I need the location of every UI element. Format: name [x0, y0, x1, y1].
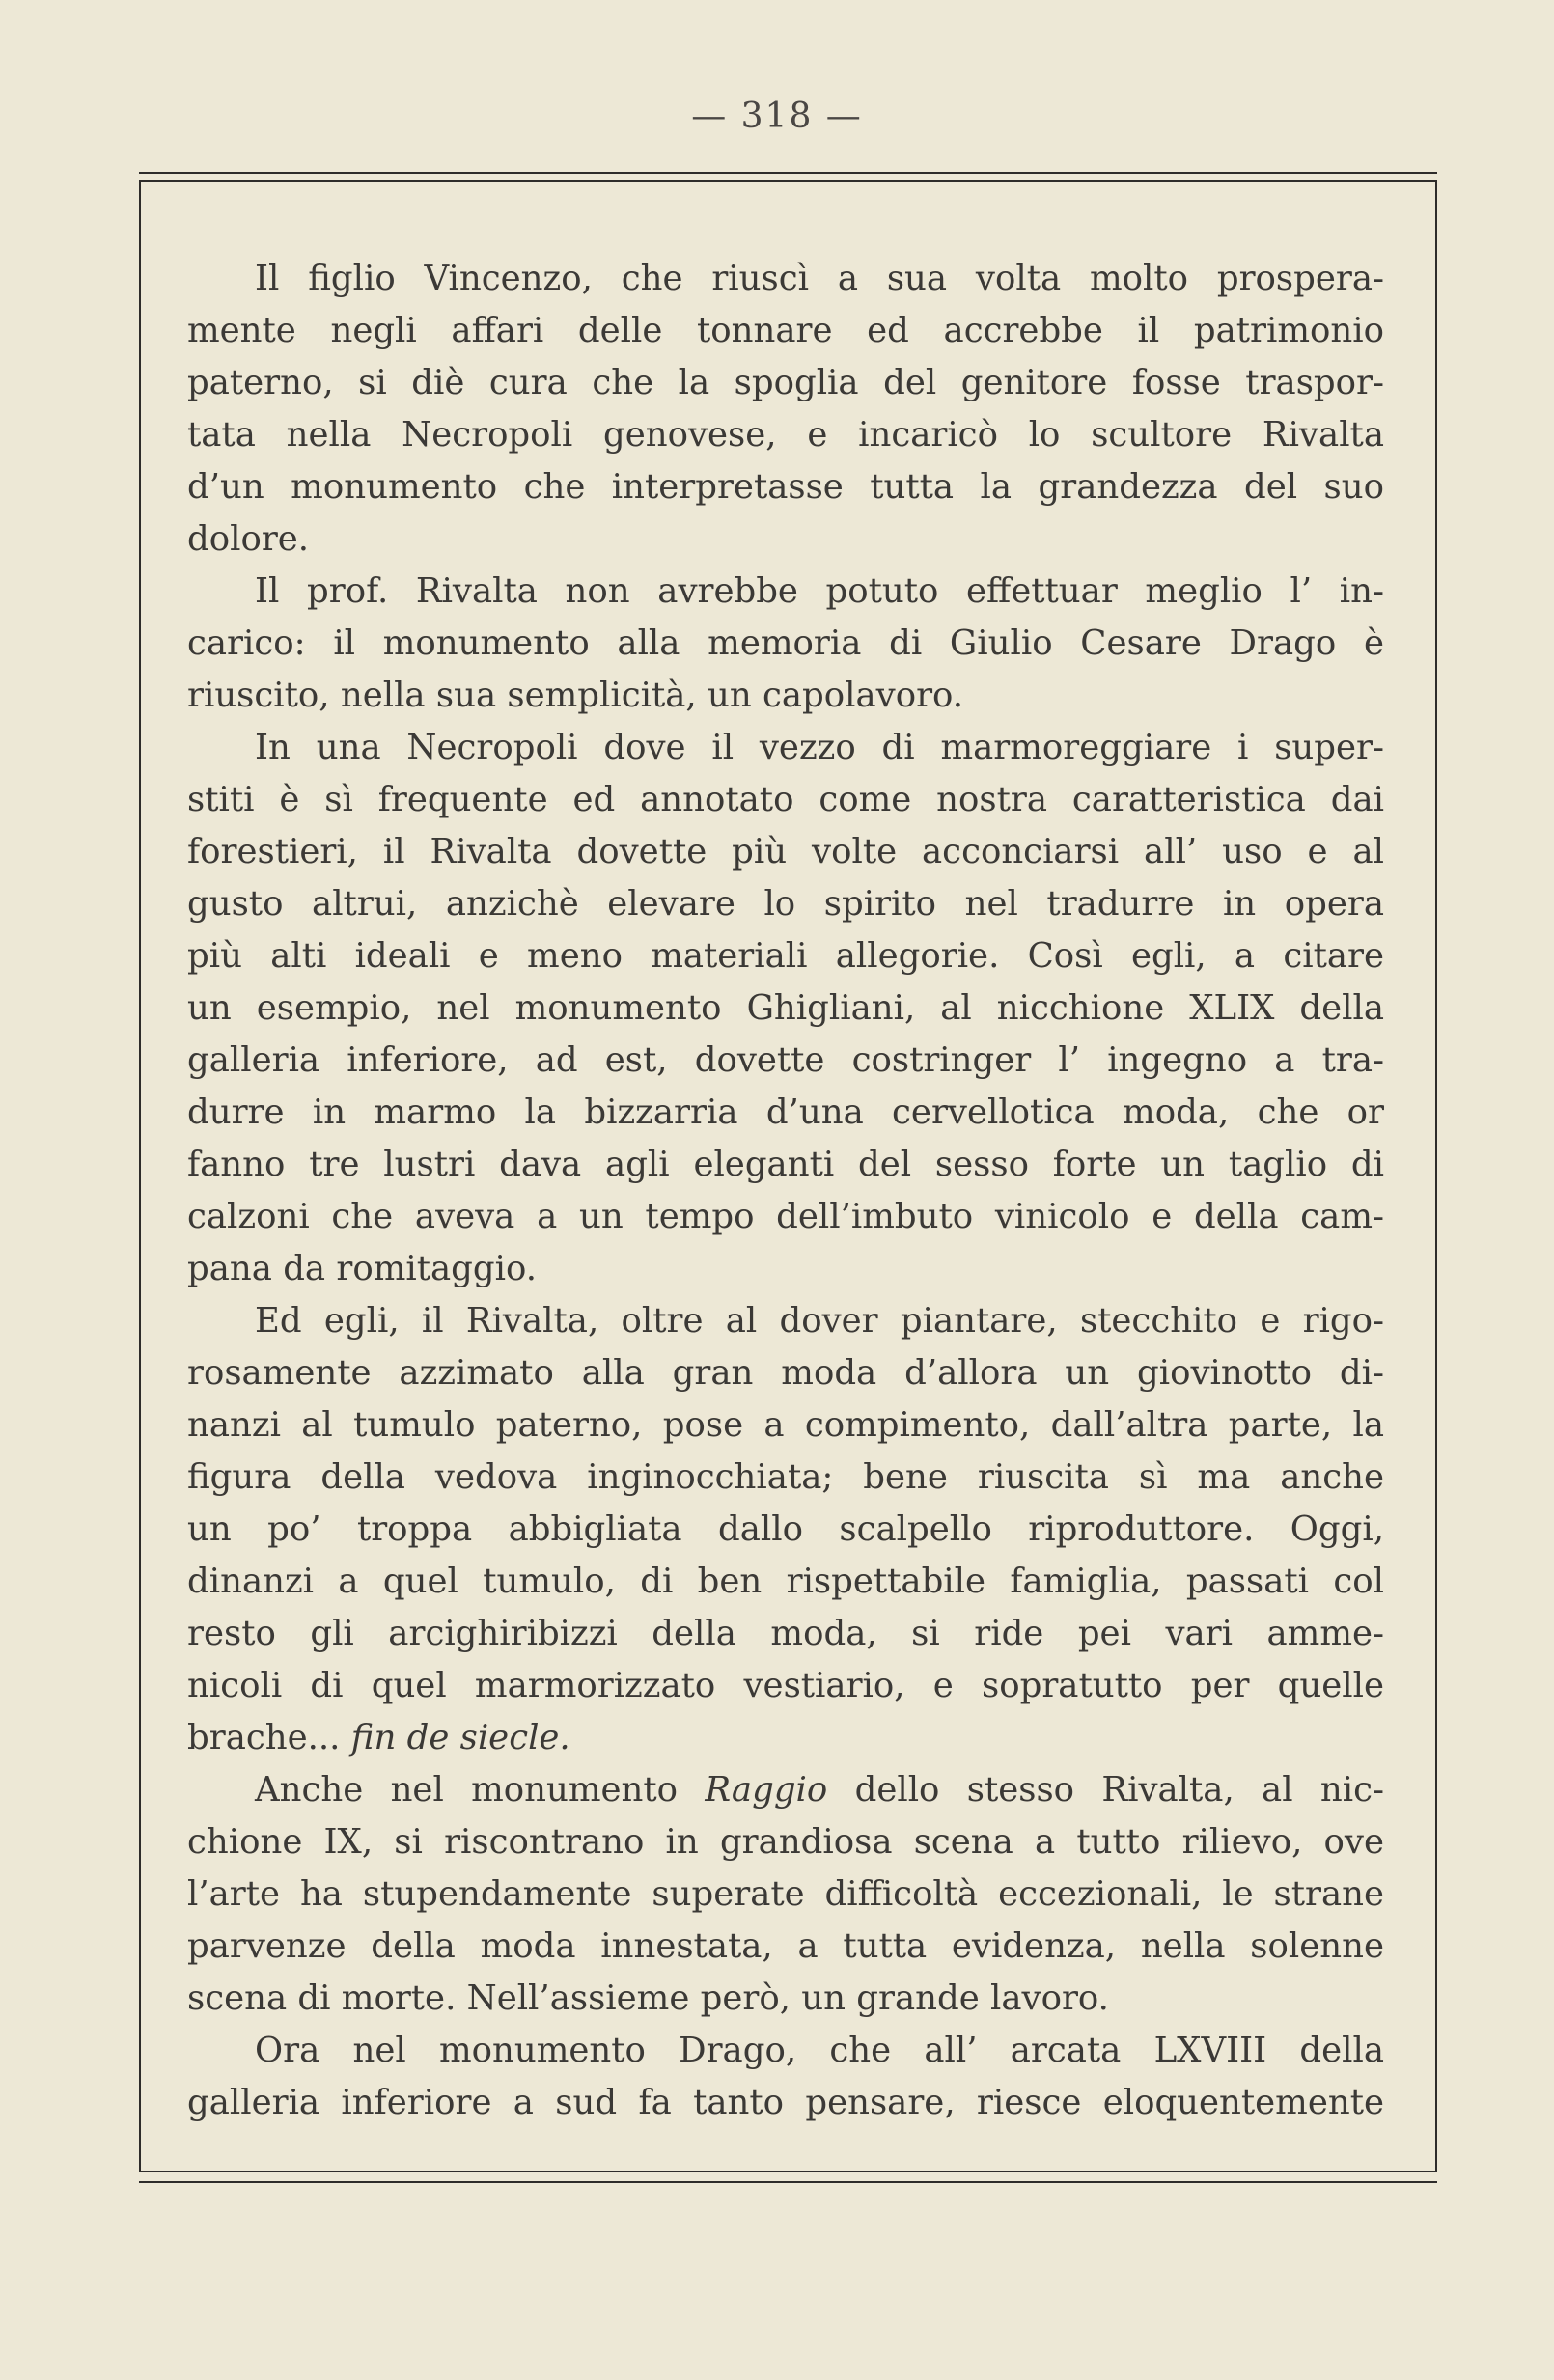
text-line [187, 461, 1384, 513]
text-line [187, 670, 1384, 722]
text-line-content: riuscito, nella sua semplicità, un capolavoro. [187, 676, 964, 715]
text-line-content: l’arte ha stupendamente superate difficoltà eccezionali, le strane [187, 1874, 1384, 1914]
text-line-content: gusto altrui, anzichè elevare lo spirito nel tradurre in opera [187, 884, 1384, 924]
text-line-content: rosamente azzimato alla gran moda d’allora un giovinotto di- [187, 1353, 1384, 1393]
text-line [187, 1295, 1384, 1347]
text-line-content: figura della vedova inginocchiata; bene riuscita sì ma anche [187, 1457, 1384, 1497]
text-line [187, 1921, 1384, 1973]
text-line-content: mente negli affari delle tonnare ed accrebbe il patrimonio [187, 311, 1384, 350]
text-line-content: Il prof. Rivalta non avrebbe potuto effettuar meglio l’ in- [255, 571, 1384, 611]
top-rule [139, 172, 1437, 174]
text-line [187, 1973, 1384, 2025]
text-line [187, 2077, 1384, 2129]
text-line-content: brache... [187, 1718, 341, 1757]
text-line [187, 409, 1384, 461]
text-line-content: dinanzi a quel tumulo, di ben rispettabile famiglia, passati col [187, 1562, 1384, 1601]
text-line-content: dolore. [187, 519, 310, 559]
text-line [187, 1504, 1384, 1556]
text-line [187, 1087, 1384, 1139]
text-line [187, 982, 1384, 1035]
text-line [187, 878, 1384, 930]
text-line [187, 1452, 1384, 1504]
italic-text: Raggio [705, 1770, 828, 1810]
text-line-content: d’un monumento che interpretasse tutta la grandezza del suo [187, 467, 1384, 507]
text-line-content: resto gli arcighiribizzi della moda, si ride pei vari amme- [187, 1614, 1384, 1653]
text-line-content: durre in marmo la bizzarria d’una cervellotica moda, che or [187, 1093, 1384, 1132]
text-line [187, 1764, 1384, 1816]
text-line [187, 253, 1384, 305]
text-line-content: carico: il monumento alla memoria di Giulio Cesare Drago è [187, 623, 1384, 663]
text-line [187, 774, 1384, 826]
text-line-content: galleria inferiore, ad est, dovette costringer l’ ingegno a tra- [187, 1040, 1384, 1080]
text-line-content: un po’ troppa abbigliata dallo scalpello riproduttore. Oggi, [187, 1509, 1384, 1549]
text-line-content: Ora nel monumento Drago, che all’ arcata LXVIII della [255, 2031, 1384, 2070]
text-line [187, 722, 1384, 774]
text-line-content: tata nella Necropoli genovese, e incaricò lo scultore Rivalta [187, 415, 1384, 455]
text-line-content: fanno tre lustri dava agli eleganti del sesso forte un taglio di [187, 1145, 1384, 1184]
text-line [187, 1399, 1384, 1452]
bottom-rule [139, 2181, 1437, 2183]
text-line [187, 1035, 1384, 1087]
text-line [187, 826, 1384, 878]
text-line [187, 1191, 1384, 1243]
text-line [187, 1660, 1384, 1712]
text-line-content: pana da romitaggio. [187, 1249, 538, 1288]
text-line-content: Anche nel monumento [255, 1770, 679, 1810]
text-line [187, 513, 1384, 566]
text-line [187, 930, 1384, 982]
text-line [187, 1243, 1384, 1295]
text-line-continuation: dello stesso Rivalta, al nic- [854, 1770, 1384, 1810]
text-line [187, 1868, 1384, 1921]
page-number: — 318 — [691, 97, 863, 136]
text-line-content: In una Necropoli dove il vezzo di marmoreggiare i super- [255, 728, 1384, 767]
text-line [187, 2025, 1384, 2077]
text-line-content: chione IX, si riscontrano in grandiosa scena a tutto rilievo, ove [187, 1822, 1384, 1862]
text-line-content: un esempio, nel monumento Ghigliani, al nicchione XLIX della [187, 988, 1384, 1028]
text-line-content: parvenze della moda innestata, a tutta evidenza, nella solenne [187, 1926, 1384, 1966]
text-line [187, 566, 1384, 618]
body-text [187, 253, 1384, 2129]
text-line [187, 1139, 1384, 1191]
text-line [187, 1816, 1384, 1868]
text-line-content: calzoni che aveva a un tempo dell’imbuto vinicolo e della cam- [187, 1197, 1384, 1236]
text-line-content: stiti è sì frequente ed annotato come nostra caratteristica dai [187, 780, 1384, 819]
text-line [187, 1608, 1384, 1660]
text-line [187, 1347, 1384, 1399]
text-line-content: nicoli di quel marmorizzato vestiario, e sopratutto per quelle [187, 1666, 1384, 1705]
text-line [187, 618, 1384, 670]
text-line [187, 305, 1384, 357]
text-line-content: nanzi al tumulo paterno, pose a compimento, dall’altra parte, la [187, 1405, 1384, 1445]
text-line-content: paterno, si diè cura che la spoglia del genitore fosse traspor- [187, 363, 1384, 402]
text-line-content: Ed egli, il Rivalta, oltre al dover piantare, stecchito e rigo- [255, 1301, 1384, 1341]
text-line-content: forestieri, il Rivalta dovette più volte acconciarsi all’ uso e al [187, 832, 1384, 872]
text-line [187, 1712, 1384, 1764]
text-line-content: galleria inferiore a sud fa tanto pensare, riesce eloquentemente [187, 2083, 1384, 2122]
text-line-content: più alti ideali e meno materiali allegorie. Così egli, a citare [187, 936, 1384, 976]
text-line-content: Il figlio Vincenzo, che riuscì a sua volta molto prospera- [255, 259, 1384, 298]
italic-text: fin de siecle. [350, 1718, 570, 1757]
text-line [187, 1556, 1384, 1608]
text-line-content: scena di morte. Nell’assieme però, un grande lavoro. [187, 1979, 1109, 2018]
text-line [187, 357, 1384, 409]
